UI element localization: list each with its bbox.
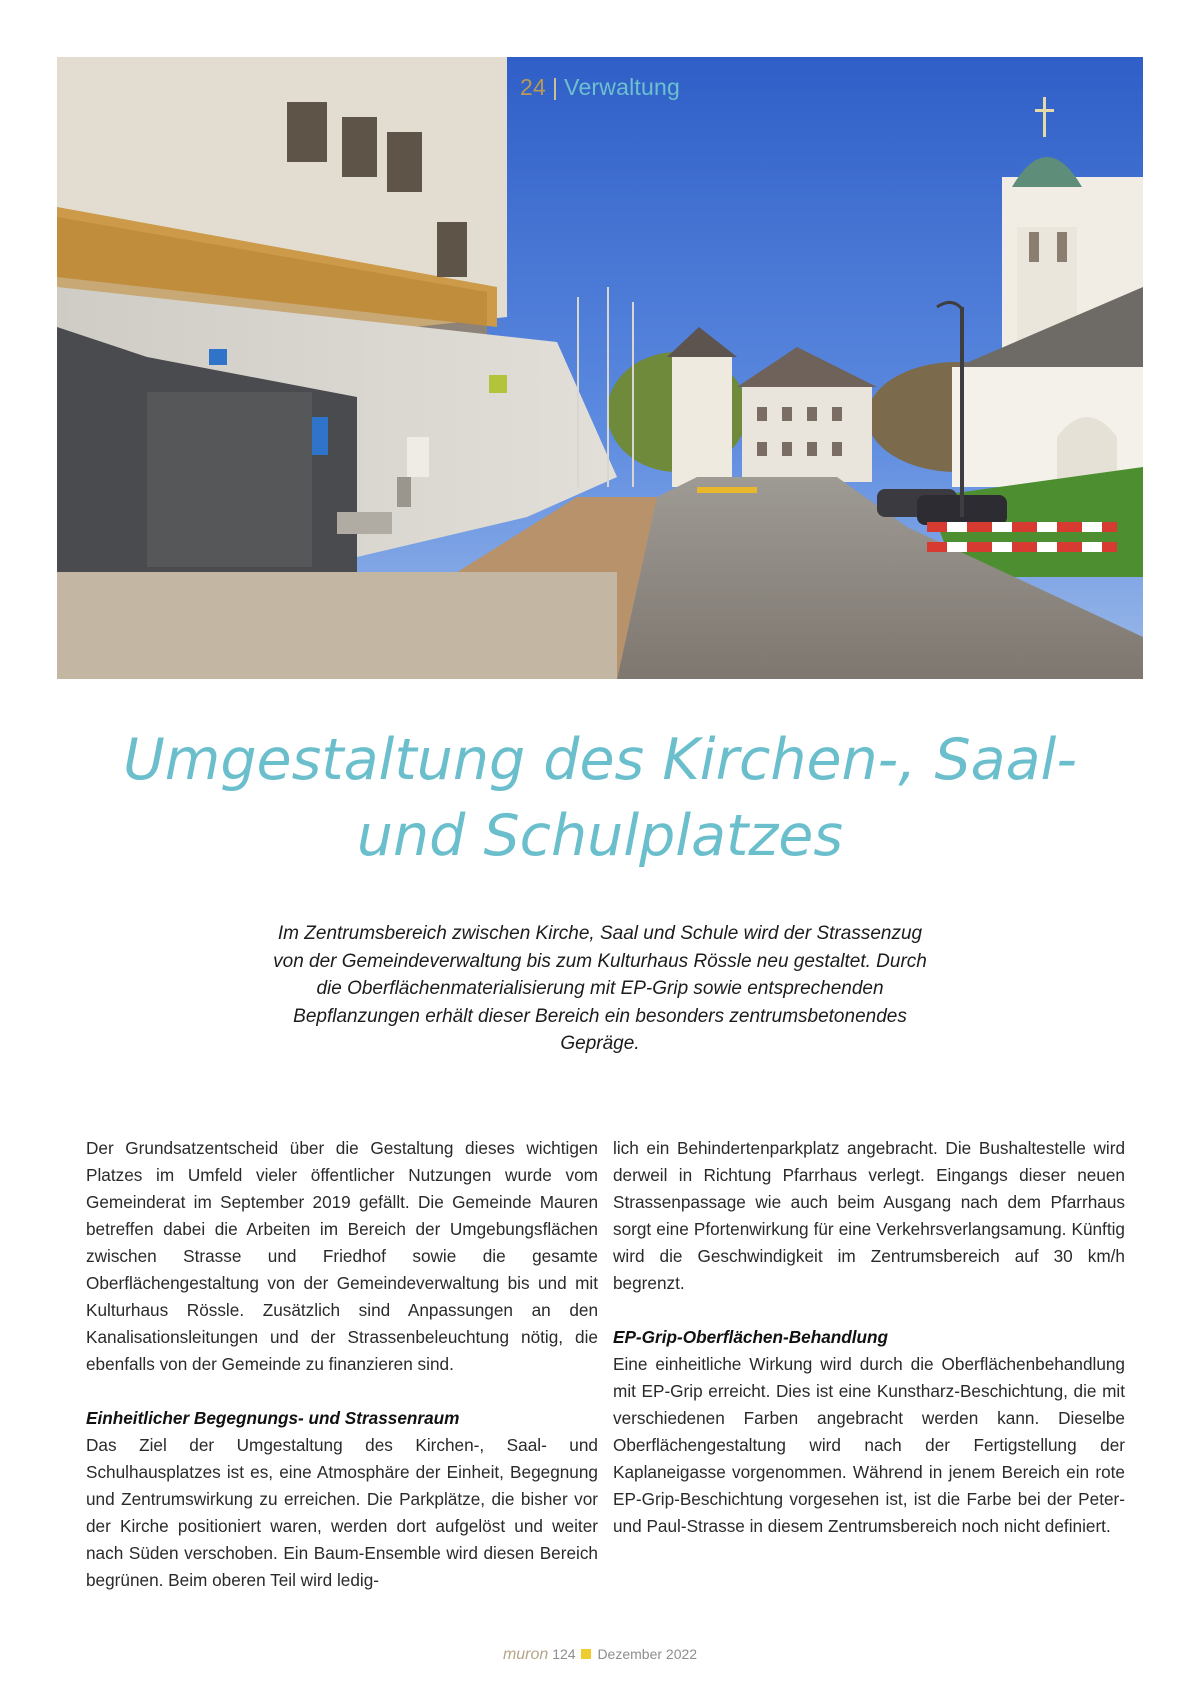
paragraph: lich ein Behindertenparkplatz angebracht. Die Bushaltestelle wird derweil in Richtung Pfarrhaus verlegt. Eingangs dieser neuen Strassenpassage wie auch beim Ausgang nach dem Pfarrhaus sorgt eine Pfortenwirkung für eine Verkehrsverlangsamung. Künftig wird die Geschwindigkeit im Zentrumsbereich auf 30 km/h begrenzt. xyxy=(613,1138,1125,1293)
page-number: 24 xyxy=(520,74,546,100)
body-column-left xyxy=(86,1135,598,1594)
header-separator: | xyxy=(551,74,559,100)
yellow-square-icon xyxy=(581,1649,591,1659)
paragraph: Das Ziel der Umgestaltung des Kirchen-, Saal- und Schulhausplatzes ist es, eine Atmosphäre der Einheit, Begegnung und Zentrumswirkung zu erreichen. Die Parkplätze, die bisher vor der Kirche positioniert waren, werden dort aufgelöst und weiter nach Süden verschoben. Ein Baum-Ensemble wird diesen Bereich begrünen. Beim oberen Teil wird ledig- xyxy=(86,1435,598,1590)
page-header xyxy=(0,74,1200,101)
paragraph: Der Grundsatzentscheid über die Gestaltung dieses wichtigen Platzes im Umfeld vieler öffentlicher Nutzungen wurde vom Gemeinderat im September 2019 gefällt. Die Gemeinde Mauren betreffen dabei die Arbeiten im Bereich der Umgebungsflächen zwischen Strasse und Friedhof sowie die gesamte Oberflächengestaltung von der Gemeindeverwaltung bis und mit Kulturhaus Rössle. Zusätzlich sind Anpassungen an den Kanalisationsleitungen und der Strassenbeleuchtung nötig, die ebenfalls von der Gemeinde zu finanzieren sind. xyxy=(86,1138,598,1374)
issue-number: 124 xyxy=(552,1646,576,1662)
paragraph-gap xyxy=(86,1378,598,1405)
subheading: EP-Grip-Oberflächen-Behandlung xyxy=(613,1327,889,1347)
subheading: Einheitlicher Begegnungs- und Strassenraum xyxy=(86,1408,460,1428)
article-title: Umgestaltung des Kirchen-, Saal- und Schulplatzes xyxy=(123,727,1077,869)
article-lead: Im Zentrumsbereich zwischen Kirche, Saal und Schule wird der Strassenzug von der Gemeindeverwaltung bis zum Kulturhaus Rössle neu gestaltet. Durch die Oberflächenmaterialisierung mit EP-Grip sowie entsprechenden Bepflanzungen erhält dieser Bereich ein besonders zentrumsbetonendes Gepräge. xyxy=(273,923,927,1054)
section-name: Verwaltung xyxy=(564,74,680,100)
magazine-brand: muron xyxy=(502,1646,549,1663)
hero-photo xyxy=(57,57,1143,679)
page-footer xyxy=(0,1646,1200,1664)
paragraph-gap xyxy=(613,1297,1125,1324)
paragraph: Eine einheitliche Wirkung wird durch die Oberflächenbehandlung mit EP-Grip erreicht. Dies ist eine Kunstharz-Beschichtung, die mit verschiedenen Farben angebracht werden kann. Dieselbe Oberflächengestaltung wird nach der Fertigstellung der Kaplaneigasse vorgenommen. Während in jenem Bereich ein rote EP-Grip-Beschichtung vorgesehen ist, ist die Farbe bei der Peter- und Paul-Strasse in diesem Zentrumsbereich noch nicht definiert. xyxy=(613,1354,1125,1536)
street-scene-illustration xyxy=(57,57,1143,679)
issue-date: Dezember 2022 xyxy=(597,1646,698,1662)
body-column-right xyxy=(613,1135,1125,1540)
